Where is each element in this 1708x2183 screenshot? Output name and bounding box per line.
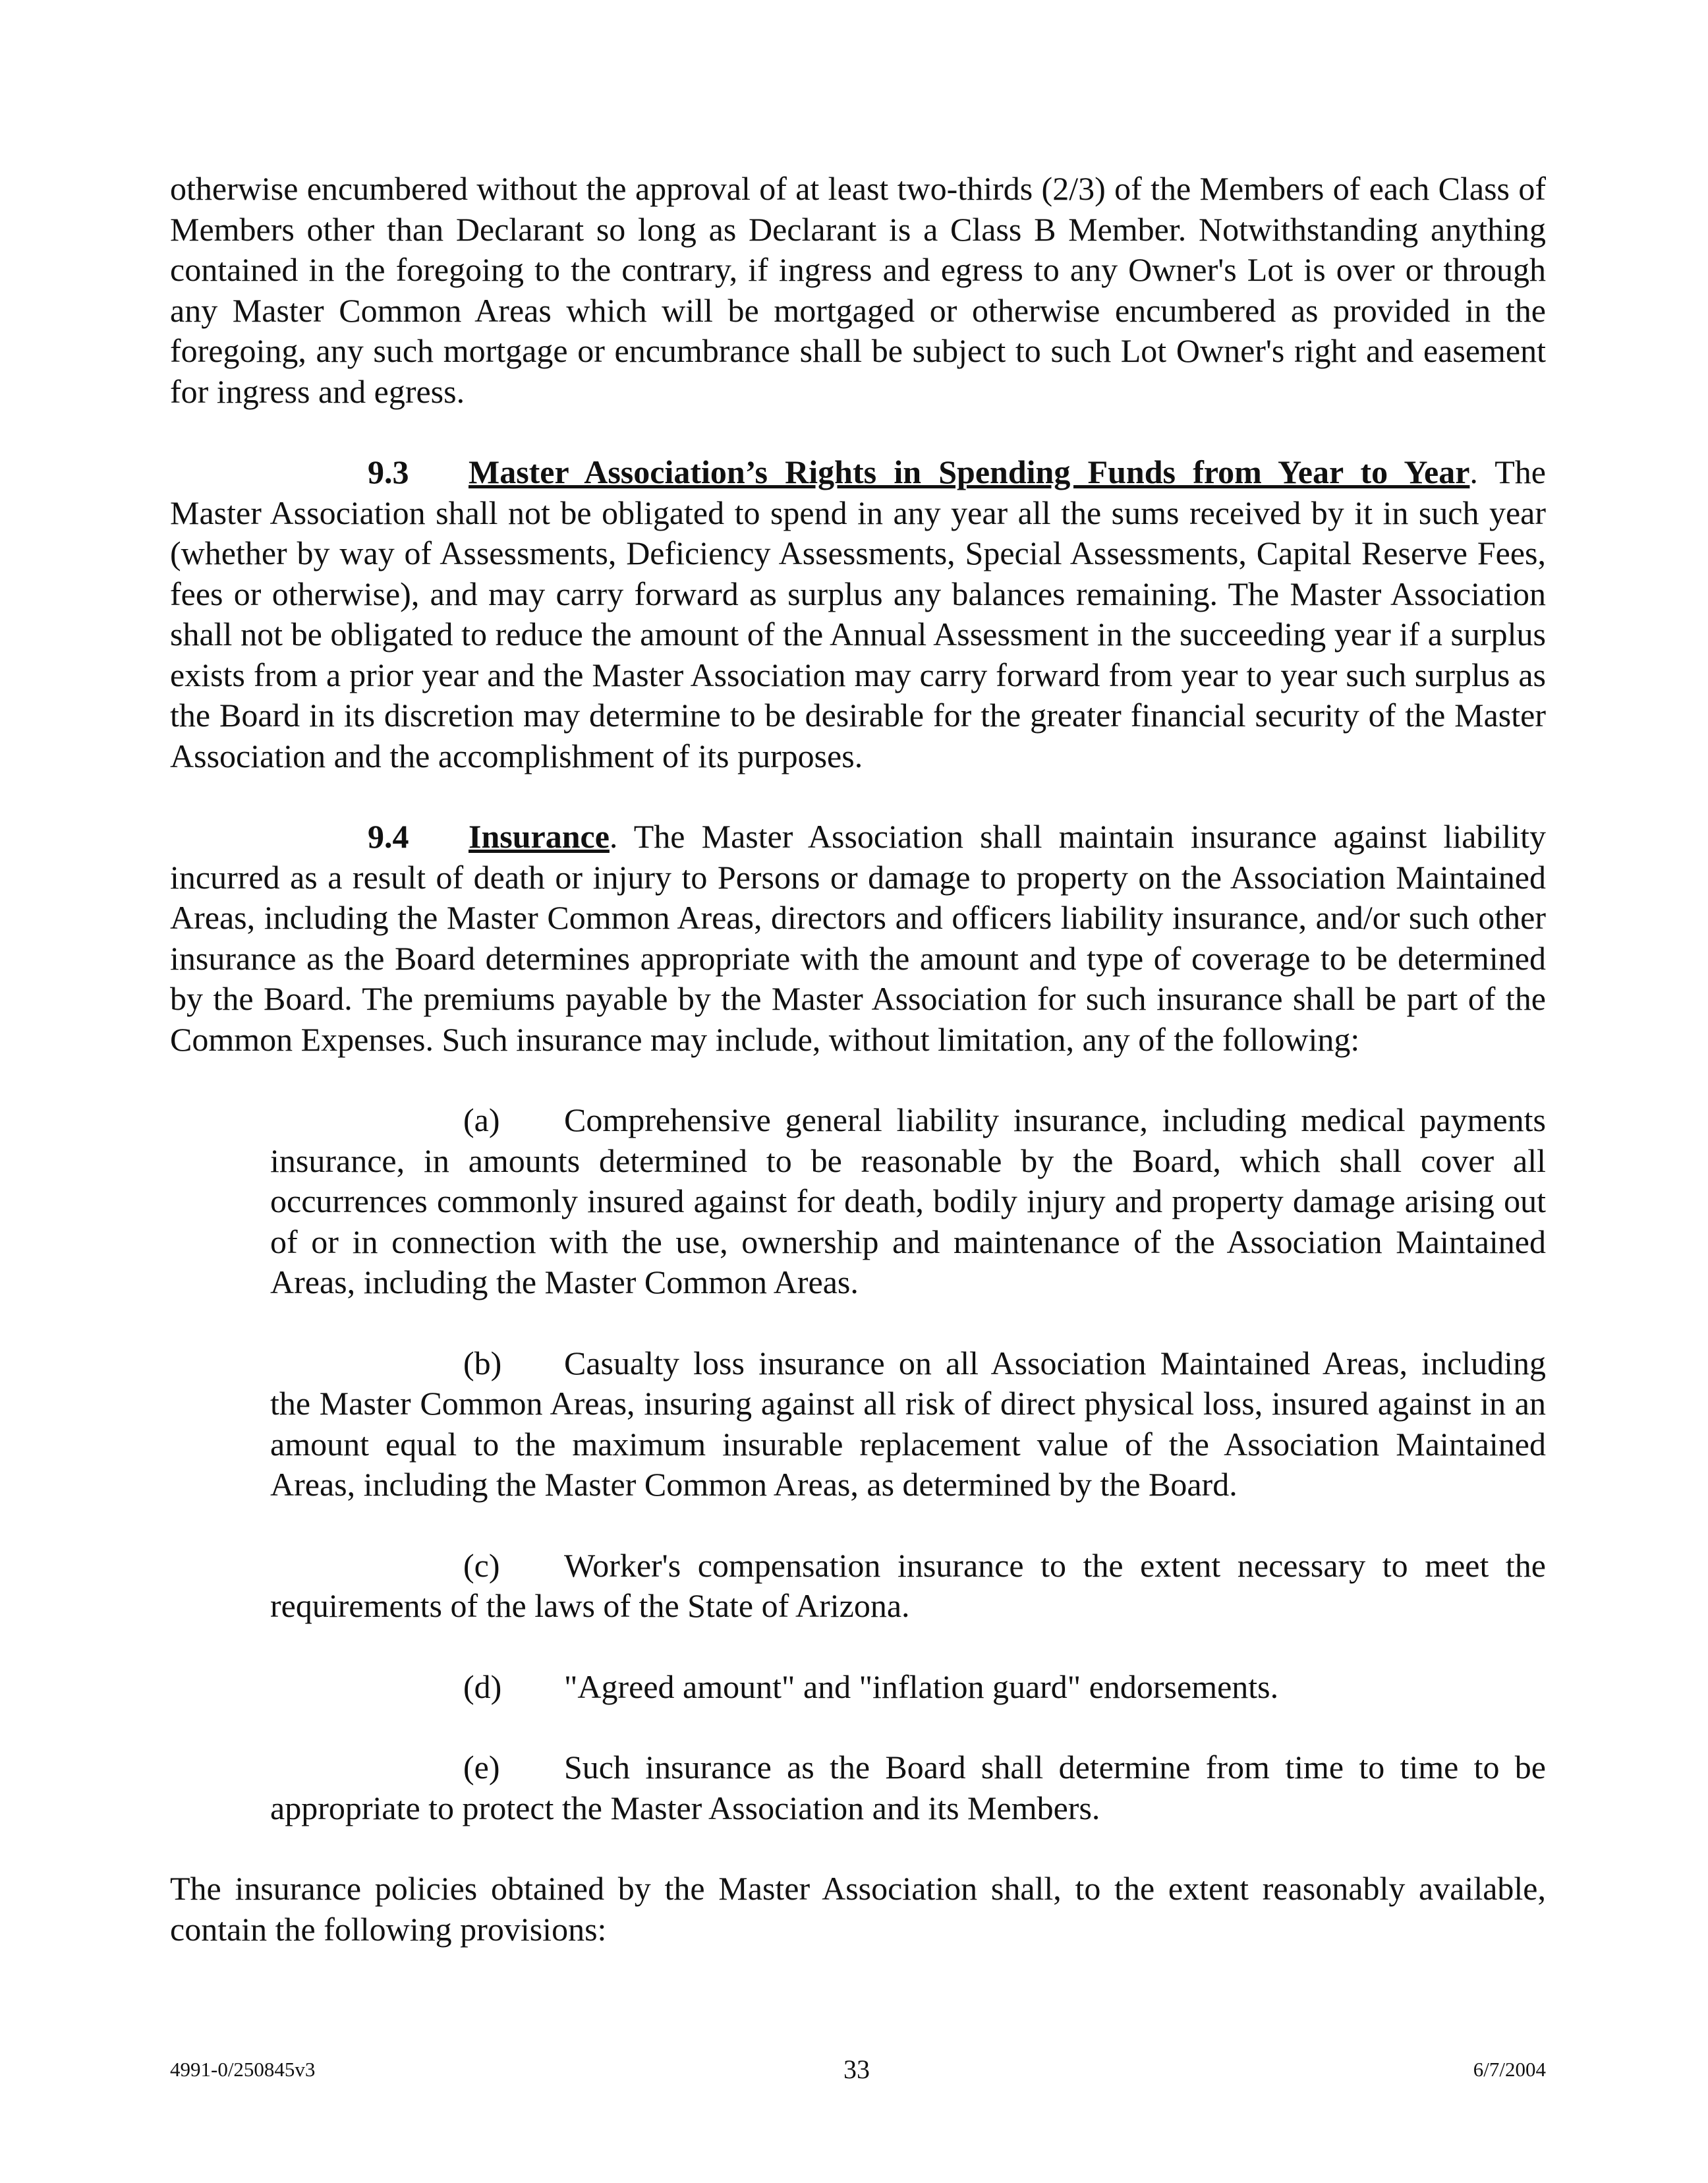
section-9-4-number: 9.4 bbox=[368, 818, 409, 855]
page-footer bbox=[170, 2054, 1546, 2087]
list-item-d-text: "Agreed amount" and "inflation guard" endorsements. bbox=[564, 1668, 1279, 1705]
list-item-d-label: (d) bbox=[463, 1668, 502, 1705]
list-item-a-text: Comprehensive general liability insurance, including medical payments insurance, in amounts determined to be reasonable by the Board, which shall cover all occurrences commonly insured against for death, bodily injury and property damage arising out of or in connection with the use, ownership and maintenance of the Association Maintained Areas, including the Master Common Areas. bbox=[270, 1101, 1546, 1300]
footer-date: 6/7/2004 bbox=[1473, 2058, 1546, 2081]
section-9-3-number: 9.3 bbox=[368, 453, 409, 490]
intro-paragraph: otherwise encumbered without the approval of at least two-thirds (2/3) of the Members of each Class of Members other than Declarant so long as Declarant is a Class B Member. Notwithstanding anything contained in the foregoing to the contrary, if ingress and egress to any Owner's Lot is over or through any Master Common Areas which will be mortgaged or otherwise encumbered as provided in the foregoing, any such mortgage or encumbrance shall be subject to such Lot Owner's right and easement for ingress and egress. bbox=[170, 170, 1546, 410]
list-item-e bbox=[270, 1747, 1546, 1828]
list-item-b-label: (b) bbox=[463, 1344, 502, 1382]
list-item-c-label: (c) bbox=[463, 1546, 500, 1584]
list-item-a-label: (a) bbox=[463, 1101, 500, 1138]
list-item-c-text: Worker's compensation insurance to the extent necessary to meet the requirements of the laws of the State of Arizona. bbox=[270, 1546, 1546, 1624]
section-9-4-body: . The Master Association shall maintain insurance against liability incurred as a result of death or injury to Persons or damage to property on the Association Maintained Areas, including the Master Common Areas, directors and officers liability insurance, and/or such other insurance as the Board determines appropriate with the amount and type of coverage to be determined by the Board. The premiums payable by the Master Association for such insurance shall be part of the Common Expenses. Such insurance may include, without limitation, any of the following: bbox=[170, 818, 1546, 1058]
section-9-3-title: Master Association’s Rights in Spending Funds from Year to Year bbox=[469, 453, 1470, 490]
list-item-e-text: Such insurance as the Board shall determine from time to time to be appropriate to protect the Master Association and its Members. bbox=[270, 1749, 1546, 1826]
list-item-b-text: Casualty loss insurance on all Association Maintained Areas, including the Master Common Areas, insuring against all risk of direct physical loss, insured against in an amount equal to the maximum insurable replacement value of the Association Maintained Areas, including the Master Common Areas, as determined by the Board. bbox=[270, 1344, 1546, 1503]
footer-doc-id: 4991-0/250845v3 bbox=[170, 2058, 316, 2081]
closing-paragraph: The insurance policies obtained by the Master Association shall, to the extent reasonably available, contain the following provisions: bbox=[170, 1870, 1546, 1948]
footer-page-number: 33 bbox=[843, 2054, 870, 2084]
document-page bbox=[170, 169, 1546, 1950]
list-item-a bbox=[270, 1100, 1546, 1303]
section-9-3-body: . The Master Association shall not be obligated to spend in any year all the sums received by it in such year (whether by way of Assessments, Deficiency Assessments, Special Assessments, Capital Reserve Fees, fees or otherwise), and may carry forward as surplus any balances remaining. The Master Association shall not be obligated to reduce the amount of the Annual Assessment in the succeeding year if a surplus exists from a prior year and the Master Association may carry forward from year to year such surplus as the Board in its discretion may determine to be desirable for the greater financial security of the Master Association and the accomplishment of its purposes. bbox=[170, 453, 1546, 774]
section-9-3 bbox=[170, 452, 1546, 776]
list-item-d bbox=[270, 1667, 1546, 1708]
list-item-b bbox=[270, 1343, 1546, 1505]
section-9-4-title: Insurance bbox=[469, 818, 610, 855]
section-9-4 bbox=[170, 817, 1546, 1060]
list-item-c bbox=[270, 1546, 1546, 1627]
list-item-e-label: (e) bbox=[463, 1749, 500, 1786]
